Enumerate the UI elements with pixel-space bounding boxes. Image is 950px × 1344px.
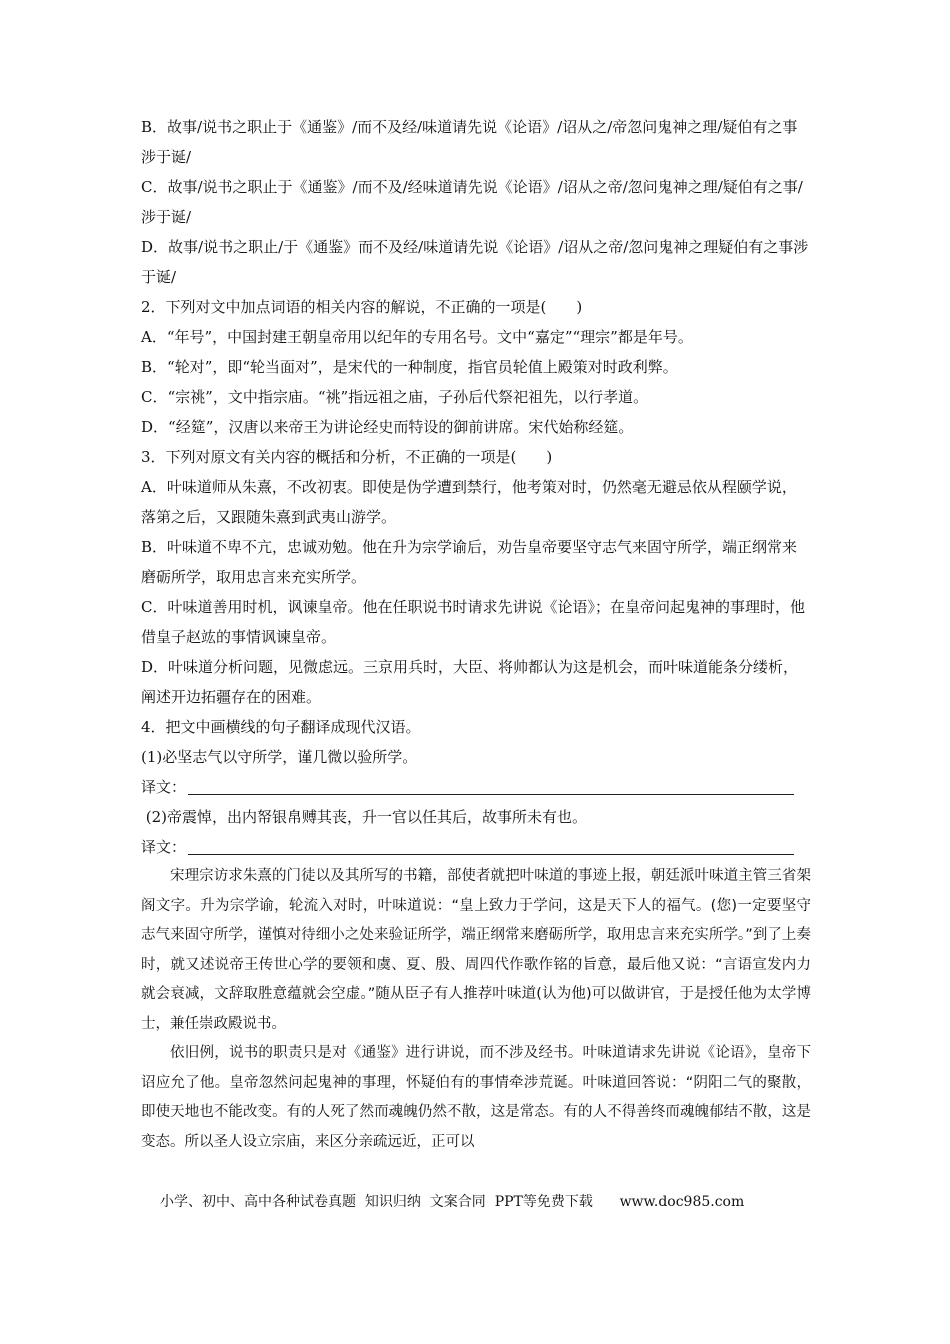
answer-line: [188, 794, 794, 795]
translation-label: 译文：: [141, 778, 187, 796]
document-body: [141, 112, 811, 1157]
q3-option-d: D．叶味道分析问题，见微虑远。三京用兵时，大臣、将帅都认为这是机会，而叶味道能条分缕析，阐述开边拓疆存在的困难。: [141, 658, 799, 706]
translation-label: 译文：: [141, 838, 187, 856]
q2-option-a: A．“年号”，中国封建王朝皇帝用以纪年的专用名号。文中“嘉定”“理宗”都是年号。: [141, 328, 693, 346]
translation-answer-2[interactable]: [141, 832, 811, 862]
q1-option-c: C．故事/说书之职止于《通鉴》/而不及/经味道请先说《论语》/诏从之帝/忽问鬼神之理/疑伯有之事/涉于诞/: [141, 178, 803, 226]
q4-sentence-2: (2)帝震悼，出内帑银帛赙其丧，升一官以任其后，故事所未有也。: [141, 808, 588, 826]
q2-option-c: C．“宗祧”，文中指宗庙。“祧”指远祖之庙，子孙后代祭祀祖先，以行孝道。: [141, 388, 649, 406]
q4-stem: 4．把文中画横线的句子翻译成现代汉语。: [141, 718, 421, 736]
q1-option-b: B．故事/说书之职止于《通鉴》/而不及经/味道请先说《论语》/诏从之/帝忽问鬼神之理/疑伯有之事涉于诞/: [141, 118, 798, 166]
q3-option-b: B．叶味道不卑不亢，忠诚劝勉。他在升为宗学谕后，劝告皇帝要坚守志气来固守所学，端正纲常来磨砺所学，取用忠言来充实所学。: [141, 538, 798, 586]
translation-paragraph-2: 依旧例，说书的职责只是对《通鉴》进行讲说，而不涉及经书。叶味道请求先讲说《论语》，皇帝下诏应允了他。皇帝忽然问起鬼神的事理，怀疑伯有的事情牵涉荒诞。叶味道回答说：“阴阳二气的聚散，即使天地也不能改变。有的人死了然而魂魄仍然不散，这是常态。有的人不得善终而魂魄郁结不散，这是变态。所以圣人设立宗庙，来区分亲疏远近，正可以: [141, 1045, 811, 1150]
q2-option-b: B．“轮对”，即“轮当面对”，是宋代的一种制度，指官员轮值上殿策对时政利弊。: [141, 358, 678, 376]
q3-option-a: A．叶味道师从朱熹，不改初衷。即使是伪学遭到禁行，他考策对时，仍然毫无避忌依从程颐学说，落第之后，又跟随朱熹到武夷山游学。: [141, 478, 797, 526]
translation-paragraph-1: 宋理宗访求朱熹的门徒以及其所写的书籍，部使者就把叶味道的事迹上报，朝廷派叶味道主管三省架阁文字。升为宗学谕，轮流入对时，叶味道说：“皇上致力于学问，这是天下人的福气。(您)一定要坚守志气来固守所学，谨慎对待细小之处来验证所学，端正纲常来磨砺所学，取用忠言来充实所学。”到了上奏时，就又述说帝王传世心学的要领和虞、夏、殷、周四代作歌作铭的旨意，最后他又说：“言语宣发内力就会衰减，文辞取胜意蕴就会空虚。”随从臣子有人推荐叶味道(认为他)可以做讲官，于是授任他为太学博士，兼任崇政殿说书。: [141, 868, 811, 1032]
q1-option-d: D．故事/说书之职止/于《通鉴》而不及经/味道请先说《论语》/诏从之帝/忽问鬼神之理疑伯有之事涉于诞/: [141, 238, 809, 286]
q3-stem: 3．下列对原文有关内容的概括和分析，不正确的一项是( ): [141, 448, 553, 466]
q2-stem: 2．下列对文中加点词语的相关内容的解说，不正确的一项是( ): [141, 298, 583, 316]
q2-option-d: D．“经筵”，汉唐以来帝王为讲论经史而特设的御前讲席。宋代始称经筵。: [141, 418, 634, 436]
q4-sentence-1: (1)必坚志气以守所学，谨几微以验所学。: [141, 748, 418, 766]
page-footer: 小学、初中、高中各种试卷真题 知识归纳 文案合同 PPT等免费下载 www.doc985.com: [160, 1194, 745, 1210]
translation-answer-1[interactable]: [141, 772, 811, 802]
q3-option-c: C．叶味道善用时机，讽谏皇帝。他在任职说书时请求先讲说《论语》；在皇帝问起鬼神的事理时，他借皇子赵竑的事情讽谏皇帝。: [141, 598, 805, 646]
answer-line: [188, 854, 794, 855]
